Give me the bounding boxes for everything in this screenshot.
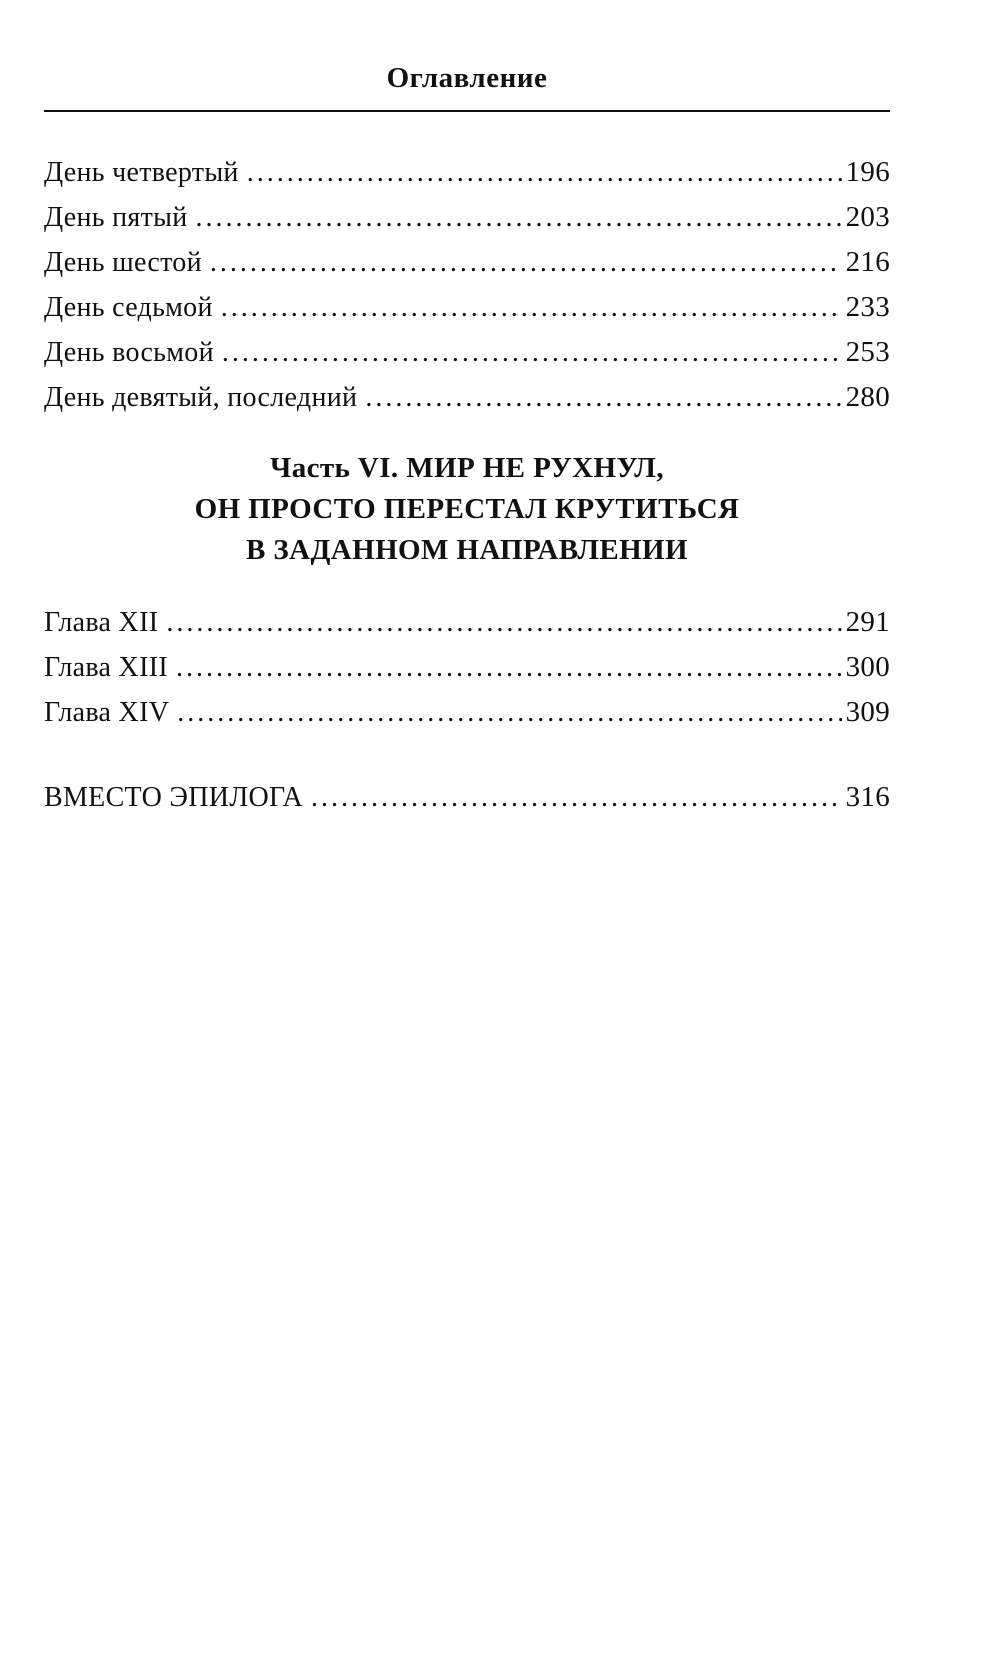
toc-entry-title: День шестой — [44, 247, 202, 278]
dot-leader — [210, 240, 842, 285]
toc-entry[interactable] — [44, 150, 890, 195]
toc-entry-page: 253 — [845, 336, 890, 368]
header-rule — [44, 110, 890, 112]
part-heading-line: Часть VI. МИР НЕ РУХНУЛ, — [270, 452, 664, 484]
toc-group-days — [44, 150, 890, 420]
dot-leader — [365, 375, 841, 420]
toc-entry-page: 216 — [845, 246, 890, 278]
part-heading-line: В ЗАДАННОМ НАПРАВЛЕНИИ — [246, 534, 688, 566]
toc-entry-title: Глава XIV — [44, 697, 170, 728]
toc-entry-title: День четвертый — [44, 157, 239, 188]
dot-leader — [221, 285, 842, 330]
running-head: Оглавление — [386, 62, 548, 94]
toc-group-chapters — [44, 600, 890, 735]
toc-entry-page: 233 — [845, 291, 890, 323]
toc-entry-page: 300 — [845, 651, 890, 683]
dot-leader — [247, 150, 842, 195]
toc-entry[interactable] — [44, 240, 890, 285]
toc-entry[interactable] — [44, 600, 890, 645]
dot-leader — [166, 600, 841, 645]
toc-entry[interactable] — [44, 195, 890, 240]
toc-entry[interactable] — [44, 285, 890, 330]
dot-leader — [222, 330, 842, 375]
toc-entry-title: День восьмой — [44, 337, 214, 368]
toc-entry-page: 309 — [845, 696, 890, 728]
toc-entry-title: День пятый — [44, 202, 188, 233]
toc-entry[interactable] — [44, 330, 890, 375]
dot-leader — [177, 690, 841, 735]
part-heading — [44, 448, 890, 571]
toc-entry-title: День девятый, последний — [44, 382, 358, 413]
toc-entry-page: 291 — [845, 606, 890, 638]
toc-entry-title: День седьмой — [44, 292, 213, 323]
toc-entry-page: 316 — [845, 781, 890, 813]
dot-leader — [311, 775, 842, 820]
toc-entry-title: Глава XIII — [44, 652, 168, 683]
toc-entry-page: 203 — [845, 201, 890, 233]
dot-leader — [176, 645, 842, 690]
toc-entry-page: 196 — [845, 156, 890, 188]
toc-entry-title: ВМЕСТО ЭПИЛОГА — [44, 782, 304, 813]
toc-entry-title: Глава XII — [44, 607, 159, 638]
toc-entry[interactable] — [44, 775, 890, 820]
toc-entry[interactable] — [44, 375, 890, 420]
toc-entry-page: 280 — [845, 381, 890, 413]
toc-group-epilogue — [44, 775, 890, 820]
toc-entry[interactable] — [44, 690, 890, 735]
part-heading-line: ОН ПРОСТО ПЕРЕСТАЛ КРУТИТЬСЯ — [194, 493, 740, 525]
dot-leader — [196, 195, 842, 240]
toc-entry[interactable] — [44, 645, 890, 690]
